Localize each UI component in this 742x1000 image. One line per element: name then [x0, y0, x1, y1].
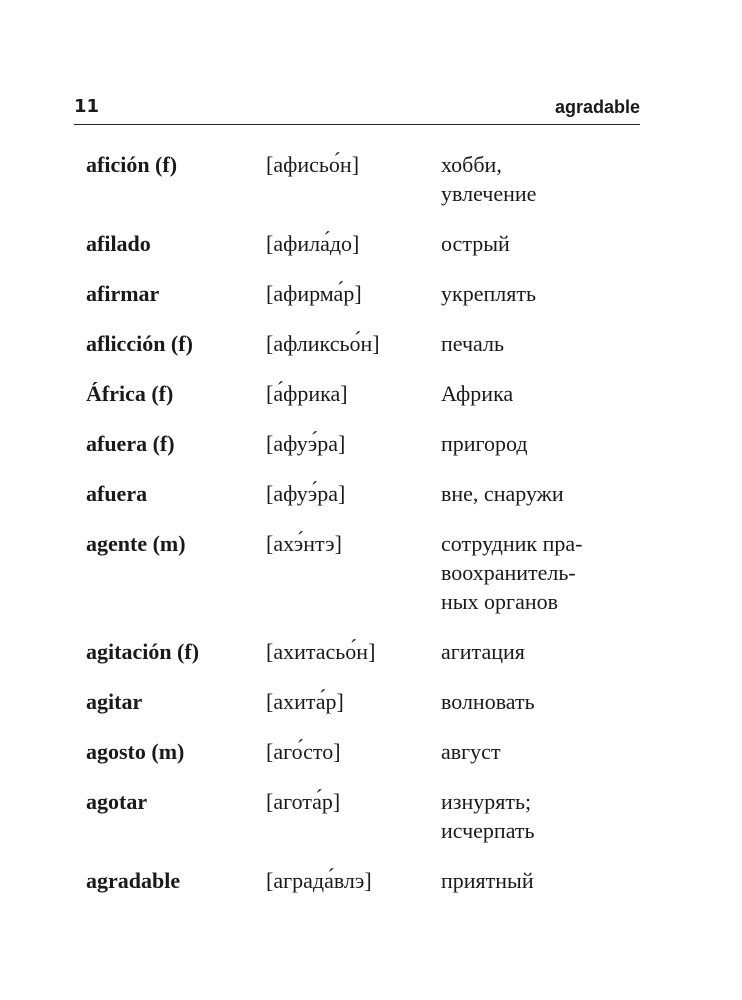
translation-line: агитация	[441, 639, 525, 664]
entry-word: África (f)	[86, 381, 174, 406]
entry-pronunciation: [агота́р]	[266, 789, 341, 814]
entry-translation	[441, 329, 631, 358]
translation-line: волновать	[441, 689, 535, 714]
translation-line: изнурять;	[441, 789, 532, 814]
entry-word: afuera	[86, 481, 148, 506]
entry-pronunciation: [аграда́влэ]	[266, 868, 372, 893]
translation-line: Африка	[441, 381, 514, 406]
translation-line: печаль	[441, 331, 505, 356]
entry-pronunciation: [афуэ́ра]	[266, 431, 346, 456]
entry-word: afición (f)	[86, 152, 178, 177]
dictionary-entry	[86, 687, 646, 716]
entry-word: afilado	[86, 231, 151, 256]
entry-pronunciation: [афисьо́н]	[266, 152, 360, 177]
entry-translation	[441, 429, 631, 458]
translation-line: пригород	[441, 431, 528, 456]
entry-pronunciation: [а́фрика]	[266, 381, 348, 406]
dictionary-entry	[86, 229, 646, 258]
dictionary-entry	[86, 429, 646, 458]
translation-line: август	[441, 739, 501, 764]
translation-line: сотрудник пра-	[441, 531, 583, 556]
translation-line: ных органов	[441, 589, 559, 614]
dictionary-entry	[86, 329, 646, 358]
page-number: 11	[74, 96, 100, 117]
dictionary-entry	[86, 479, 646, 508]
entry-translation	[441, 866, 631, 895]
entry-translation	[441, 379, 631, 408]
page-header	[74, 96, 640, 125]
entry-word: agitar	[86, 689, 143, 714]
entry-pronunciation: [афила́до]	[266, 231, 360, 256]
entry-word: agosto (m)	[86, 739, 185, 764]
entry-translation	[441, 787, 631, 845]
dictionary-entries	[86, 150, 646, 916]
translation-line: хобби,	[441, 152, 502, 177]
entry-pronunciation: [афирма́р]	[266, 281, 362, 306]
entry-pronunciation: [ахитасьо́н]	[266, 639, 376, 664]
dictionary-entry	[86, 787, 646, 845]
dictionary-entry	[86, 150, 646, 208]
dictionary-entry	[86, 379, 646, 408]
dictionary-entry	[86, 866, 646, 895]
entry-word: aflicción (f)	[86, 331, 193, 356]
entry-word: agente (m)	[86, 531, 186, 556]
entry-word: agotar	[86, 789, 148, 814]
entry-pronunciation: [афликсьо́н]	[266, 331, 380, 356]
entry-word: agitación (f)	[86, 639, 200, 664]
entry-pronunciation: [аго́сто]	[266, 739, 341, 764]
translation-line: острый	[441, 231, 510, 256]
entry-translation	[441, 687, 631, 716]
entry-word: agradable	[86, 868, 181, 893]
dictionary-entry	[86, 737, 646, 766]
translation-line: укреплять	[441, 281, 536, 306]
entry-translation	[441, 479, 631, 508]
entry-pronunciation: [ахита́р]	[266, 689, 344, 714]
entry-translation	[441, 737, 631, 766]
translation-line: увлечение	[441, 181, 537, 206]
entry-translation	[441, 150, 631, 208]
entry-translation	[441, 637, 631, 666]
dictionary-entry	[86, 637, 646, 666]
entry-word: afuera (f)	[86, 431, 175, 456]
entry-translation	[441, 279, 631, 308]
translation-line: воохранитель-	[441, 560, 576, 585]
entry-pronunciation: [афуэ́ра]	[266, 481, 346, 506]
translation-line: вне, снаружи	[441, 481, 564, 506]
running-head: agradable	[554, 97, 640, 117]
entry-pronunciation: [ахэ́нтэ]	[266, 531, 342, 556]
entry-translation	[441, 229, 631, 258]
translation-line: приятный	[441, 868, 534, 893]
translation-line: исчерпать	[441, 818, 535, 843]
dictionary-entry	[86, 529, 646, 616]
entry-translation	[441, 529, 631, 616]
dictionary-entry	[86, 279, 646, 308]
entry-word: afirmar	[86, 281, 160, 306]
